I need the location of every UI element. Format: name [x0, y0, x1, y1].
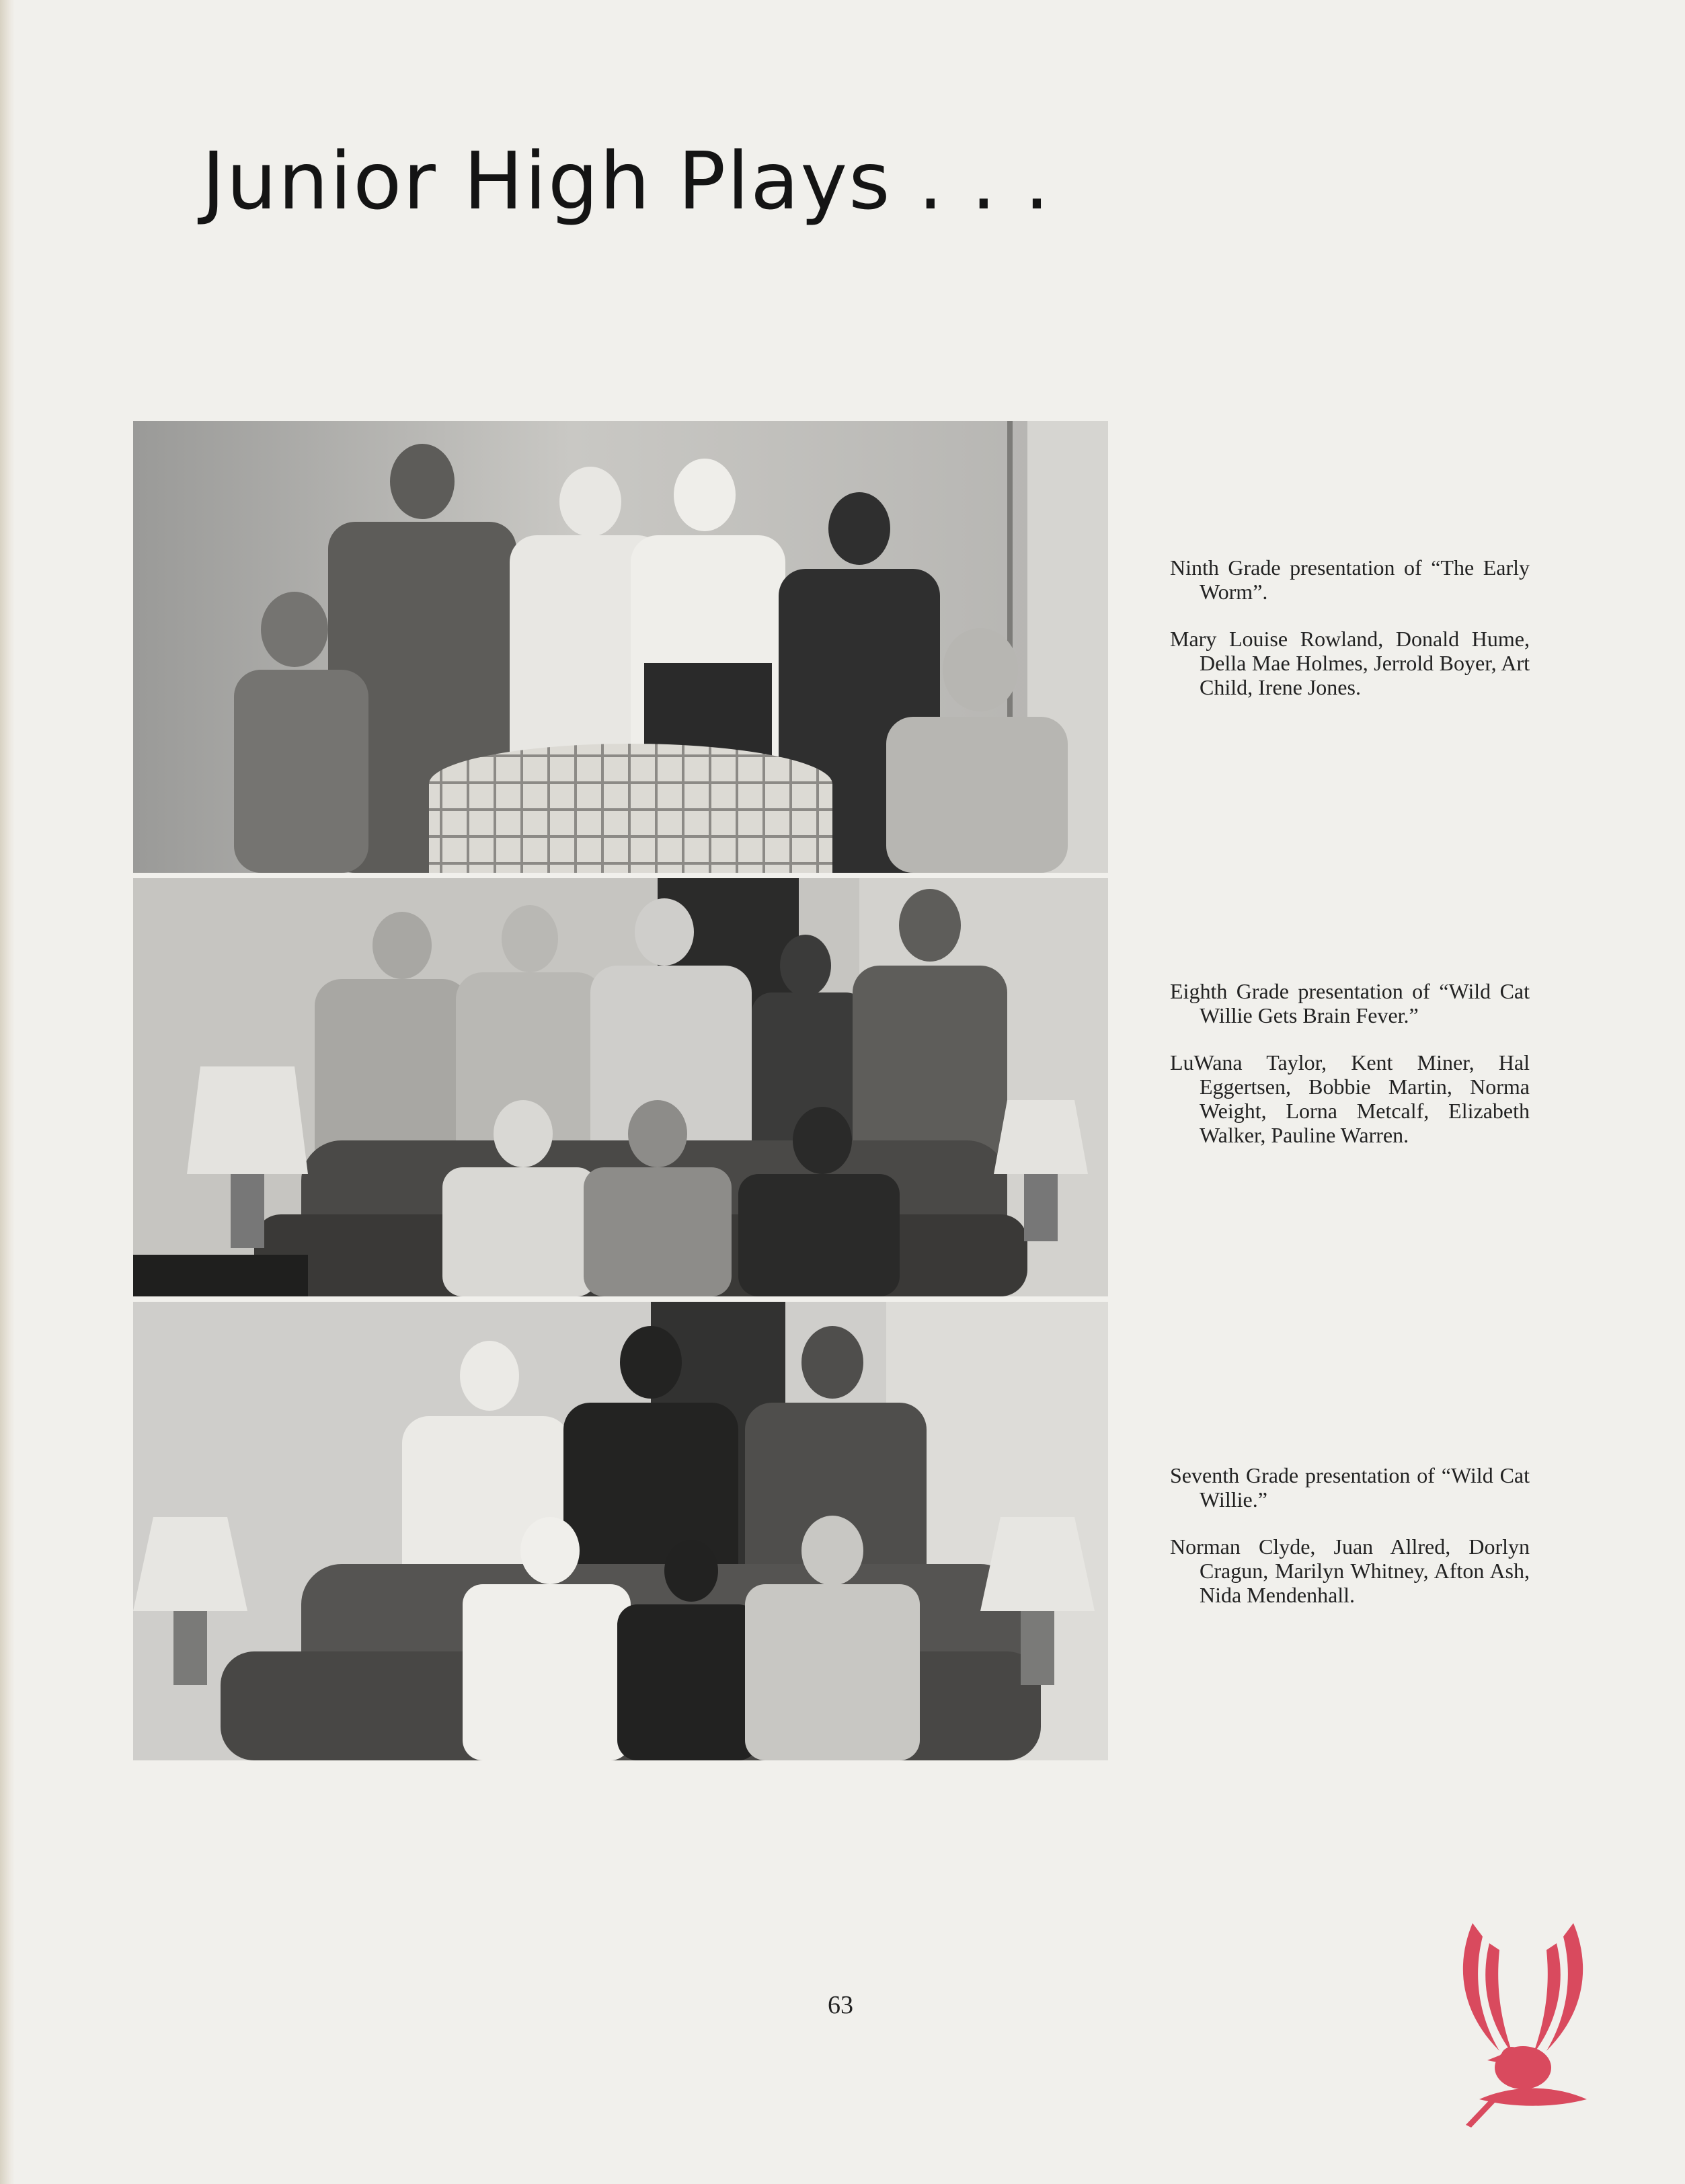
page-binding-edge: [0, 0, 15, 2184]
eagle-emblem-icon: [1452, 1923, 1594, 2145]
page-title: Junior High Plays . . .: [202, 134, 1051, 227]
page-number: 63: [828, 1991, 853, 2019]
caption-heading: Seventh Grade presentation of “Wild Cat Willie.”: [1170, 1463, 1530, 1512]
caption-names: LuWana Taylor, Kent Miner, Hal Eggertsen, Bobbie Martin, Norma Weight, Lorna Metcalf, Elizabeth Walker, Pauline Warren.: [1170, 1050, 1530, 1147]
photo-ninth-grade-cast: [133, 421, 1108, 873]
caption-seventh-grade: [1170, 1463, 1530, 1630]
caption-heading: Eighth Grade presentation of “Wild Cat Willie Gets Brain Fever.”: [1170, 979, 1530, 1027]
caption-eighth-grade: [1170, 979, 1530, 1170]
caption-names: Mary Louise Rowland, Donald Hume, Della Mae Holmes, Jerrold Boyer, Art Child, Irene Jones.: [1170, 627, 1530, 699]
photo-eighth-grade-cast: [133, 878, 1108, 1296]
photo-seventh-grade-cast: [133, 1302, 1108, 1760]
caption-ninth-grade: [1170, 555, 1530, 722]
caption-names: Norman Clyde, Juan Allred, Dorlyn Cragun, Marilyn Whitney, Afton Ash, Nida Mendenhall.: [1170, 1534, 1530, 1607]
caption-heading: Ninth Grade presentation of “The Early Worm”.: [1170, 555, 1530, 604]
